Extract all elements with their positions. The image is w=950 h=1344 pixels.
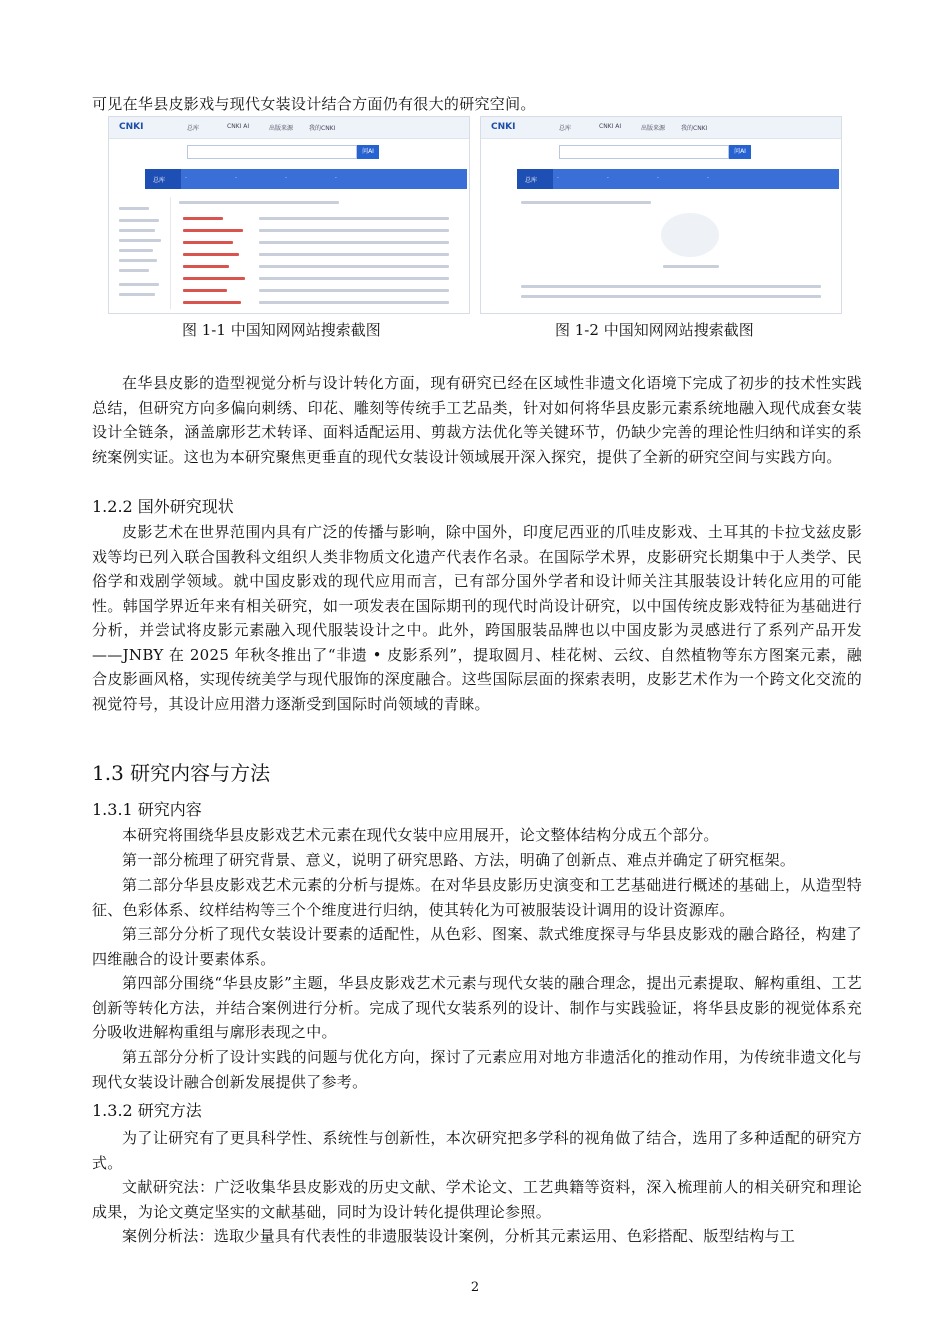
result-meta	[259, 229, 449, 232]
cnki-logo: CNKI	[491, 122, 516, 132]
paragraph: 第五部分分析了设计实践的问题与优化方向，探讨了元素应用对地方非遗活化的推动作用，为传统非遗文化与现代女装设计融合创新发展提供了参考。	[92, 1048, 862, 1091]
paragraph: 本研究将围绕华县皮影戏艺术元素在现代女装中应用展开，论文整体结构分成五个部分。	[122, 826, 719, 844]
filter-row	[521, 201, 651, 204]
cnki-sidebar	[113, 197, 171, 309]
result-meta	[259, 277, 449, 280]
result-title	[183, 241, 233, 244]
cnki-type-tabs: · · · ·	[517, 169, 839, 189]
section-heading-1-3-2: 1.3.2 研究方法	[92, 1101, 202, 1120]
nav-item: 总库	[187, 125, 200, 132]
result-title	[183, 253, 239, 256]
cnki-screenshot-results	[108, 116, 470, 314]
result-title	[183, 301, 241, 304]
figure-caption-2: 图 1-2 中国知网网站搜索截图	[555, 321, 754, 339]
paragraph: 第四部分围绕“华县皮影”主题，华县皮影戏艺术元素与现代女装的融合理念，提出元素提取、解构重组、工艺创新等转化方法，并结合案例进行分析。完成了现代女装系列的设计、制作与实践验证，将华县皮影的视觉体系充分吸收进解构重组与廓形表现之中。	[92, 974, 862, 1041]
cnki-search-box	[187, 145, 357, 159]
related-terms	[521, 295, 821, 298]
result-title	[183, 277, 245, 280]
nav-item: CNKI AI	[227, 123, 250, 130]
cnki-search-button: 问AI	[729, 145, 751, 159]
paragraph: 在华县皮影的造型视觉分析与设计转化方面，现有研究已经在区域性非遗文化语境下完成了初步的技术性实践总结，但研究方向多偏向刺绣、印花、雕刻等传统手工艺品类，针对如何将华县皮影元素系统地融入现代成套女装设计全链条，涵盖廓形艺术转译、面料适配运用、剪裁方法优化等关键环节，仍缺少完善的理论性归纳和详实的系统案例实证。这也为本研究聚焦更垂直的现代女装设计领域展开深入探究，提供了全新的研究空间与实践方向。	[92, 374, 862, 466]
section-heading-1-3-1: 1.3.1 研究内容	[92, 800, 202, 819]
nav-item: 我的CNKI	[681, 125, 708, 132]
figure-caption-1: 图 1-1 中国知网网站搜索截图	[182, 321, 381, 339]
cnki-logo: CNKI	[119, 122, 144, 132]
empty-state-illustration	[661, 213, 719, 257]
nav-item: 出版来源	[269, 125, 294, 132]
section-heading-1-2-2: 1.2.2 国外研究现状	[92, 497, 234, 516]
page-number: 2	[470, 1280, 480, 1295]
paragraph: 皮影艺术在世界范围内具有广泛的传播与影响，除中国外，印度尼西亚的爪哇皮影戏、土耳其的卡拉戈兹皮影戏等均已列入联合国教科文组织人类非物质文化遗产代表作名录。在国际学术界，皮影研究长期集中于人类学、民俗学和戏剧学领域。就中国皮影戏的现代应用而言，已有部分国外学者和设计师关注其服装设计转化应用的可能性。韩国学界近年来有相关研究，如一项发表在国际期刊的现代时尚设计研究，以中国传统皮影戏特征为基础进行分析，并尝试将皮影元素融入现代服装设计之中。此外，跨国服装品牌也以中国皮影为灵感进行了系列产品开发——JNBY 在 2025 年秋冬推出了“非遗 • 皮影系列”，提取圆月、桂花树、云纹、自然植物等东方图案元素，融合皮影画风格，实现传统美学与现代服饰的深度融合。这些国际层面的探索表明，皮影艺术作为一个跨文化交流的视觉符号，其设计应用潜力逐渐受到国际时尚领域的青睐。	[92, 523, 862, 713]
tab-total-label: 总库	[153, 177, 166, 184]
section-heading-1-3: 1.3 研究内容与方法	[92, 761, 271, 785]
result-meta	[259, 241, 449, 244]
result-title	[183, 289, 227, 292]
paragraph: 文献研究法：广泛收集华县皮影戏的历史文献、学术论文、工艺典籍等资料，深入梳理前人的相关研究和理论成果，为论文奠定坚实的文献基础，同时为设计转化提供理论参照。	[92, 1178, 862, 1221]
cnki-search-button: 问AI	[357, 145, 379, 159]
intro-line: 可见在华县皮影戏与现代女装设计结合方面仍有很大的研究空间。	[92, 95, 536, 113]
result-title	[183, 265, 229, 268]
cnki-type-tabs: · · · ·	[145, 169, 467, 189]
cnki-screenshot-empty	[480, 116, 842, 314]
tab-total-label: 总库	[525, 177, 538, 184]
nav-item: 总库	[559, 125, 572, 132]
result-title	[183, 229, 243, 232]
paragraph: 案例分析法：选取少量具有代表性的非遗服装设计案例，分析其元素运用、色彩搭配、版型结构与工	[122, 1227, 796, 1245]
paragraph: 第三部分分析了现代女装设计要素的适配性，从色彩、图案、款式维度探寻与华县皮影戏的融合路径，构建了四维融合的设计要素体系。	[92, 925, 862, 968]
result-meta	[259, 217, 449, 220]
result-title	[183, 217, 223, 220]
paragraph: 第一部分梳理了研究背景、意义，说明了研究思路、方法，明确了创新点、难点并确定了研究框架。	[122, 851, 796, 869]
result-meta	[259, 265, 449, 268]
nav-item: 出版来源	[641, 125, 666, 132]
result-meta	[259, 253, 449, 256]
related-terms	[521, 285, 821, 288]
result-meta	[259, 301, 449, 304]
nav-item: CNKI AI	[599, 123, 622, 130]
result-meta	[259, 289, 449, 292]
result-toolbar	[179, 201, 339, 204]
nav-item: 我的CNKI	[309, 125, 336, 132]
cnki-search-box	[559, 145, 729, 159]
paragraph: 为了让研究有了更具科学性、系统性与创新性，本次研究把多学科的视角做了结合，选用了多种适配的研究方式。	[92, 1129, 862, 1172]
paragraph: 第二部分华县皮影戏艺术元素的分析与提炼。在对华县皮影历史演变和工艺基础进行概述的基础上，从造型特征、色彩体系、纹样结构等三个个维度进行归纳，使其转化为可被服装设计调用的设计资源库。	[92, 876, 862, 919]
empty-state-text	[663, 265, 719, 268]
